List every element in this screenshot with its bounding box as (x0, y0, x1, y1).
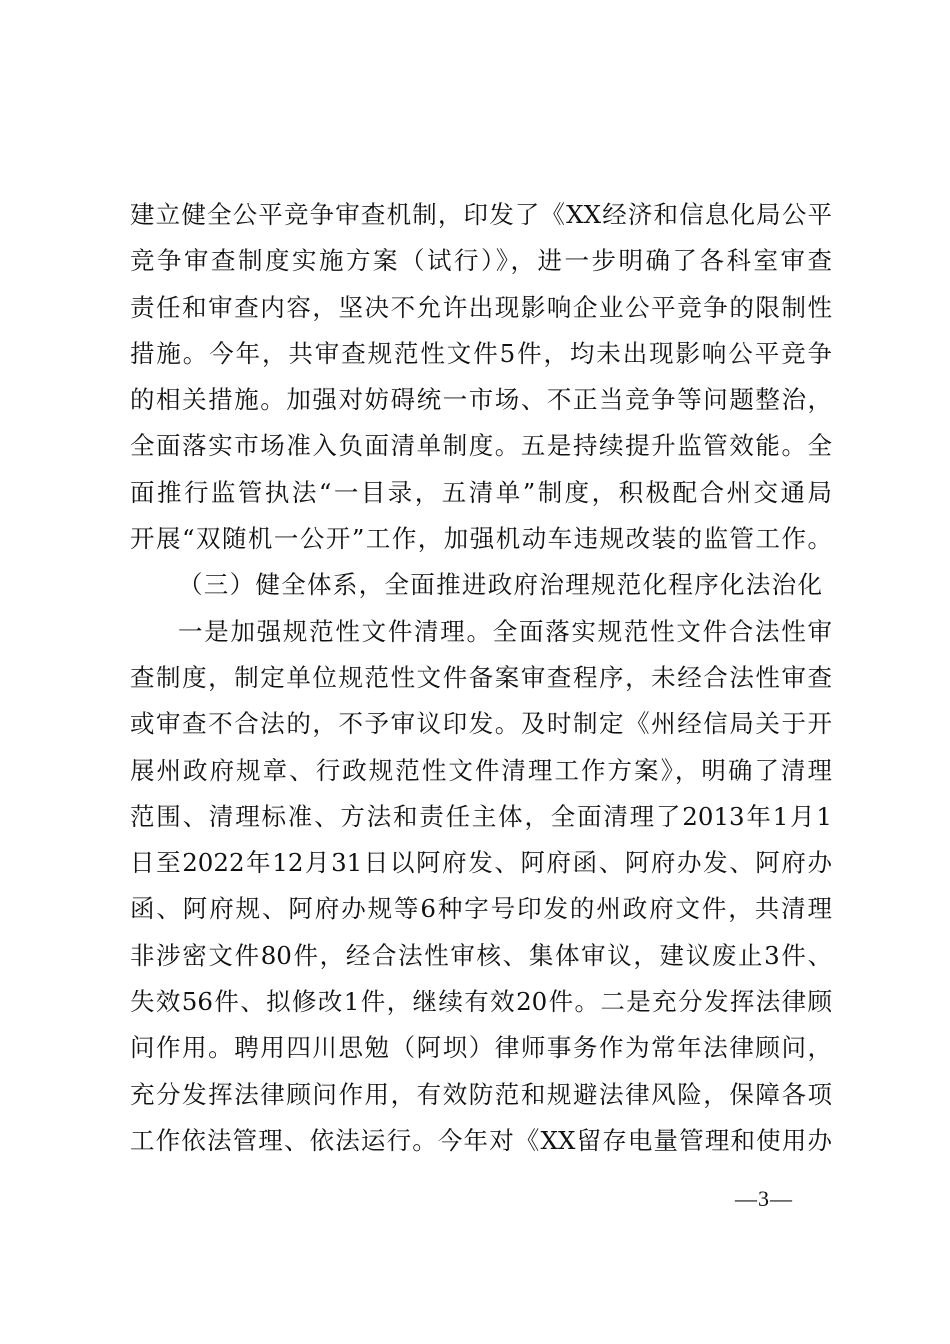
text-line: 工作依法管理、依法运行。今年对《XX留存电量管理和使用办 (130, 1125, 832, 1155)
text-line: 查制度，制定单位规范性文件备案审查程序，未经合法性审查 (130, 662, 832, 692)
text-line: 责任和审查内容，坚决不允许出现影响企业公平竞争的限制性 (130, 292, 832, 322)
text-line: 面推行监管执法“一目录，五清单”制度，积极配合州交通局 (130, 477, 832, 507)
text-line: 措施。今年，共审查规范性文件5件，均未出现影响公平竞争 (130, 338, 832, 368)
section-heading: （三）健全体系，全面推进政府治理规范化程序化法治化 (178, 570, 822, 600)
text-line: 非涉密文件80件，经合法性审核、集体审议，建议废止3件、 (130, 940, 832, 970)
text-line: 展州政府规章、行政规范性文件清理工作方案》，明确了清理 (130, 755, 832, 785)
text-line: 建立健全公平竞争审查机制，印发了《XX经济和信息化局公平 (130, 200, 832, 229)
text-line: 失效56件、拟修改1件，继续有效20件。二是充分发挥法律顾 (130, 987, 832, 1017)
page-number: —3— (735, 1186, 793, 1211)
text-line: 日至2022年12月31日以阿府发、阿府函、阿府办发、阿府办 (130, 848, 832, 878)
text-line: 竞争审查制度实施方案（试行）》，进一步明确了各科室审查 (130, 246, 832, 276)
text-line: 开展“双随机一公开”工作，加强机动车违规改装的监管工作。 (130, 524, 832, 554)
text-line: 全面落实市场准入负面清单制度。五是持续提升监管效能。全 (130, 431, 832, 461)
text-line: 或审查不合法的，不予审议印发。及时制定《州经信局关于开 (130, 709, 832, 739)
text-line: 问作用。聘用四川思勉（阿坝）律师事务作为常年法律顾问， (130, 1033, 832, 1063)
text-line: 充分发挥法律顾问作用，有效防范和规避法律风险，保障各项 (130, 1079, 832, 1109)
text-line: 范围、清理标准、方法和责任主体，全面清理了2013年1月1 (130, 801, 832, 831)
text-line: 的相关措施。加强对妨碍统一市场、不正当竞争等问题整治， (130, 385, 832, 415)
body-text (130, 192, 832, 1164)
text-line: 函、阿府规、阿府办规等6种字号印发的州政府文件，共清理 (130, 894, 832, 924)
text-line: 一是加强规范性文件清理。全面落实规范性文件合法性审 (178, 616, 832, 646)
